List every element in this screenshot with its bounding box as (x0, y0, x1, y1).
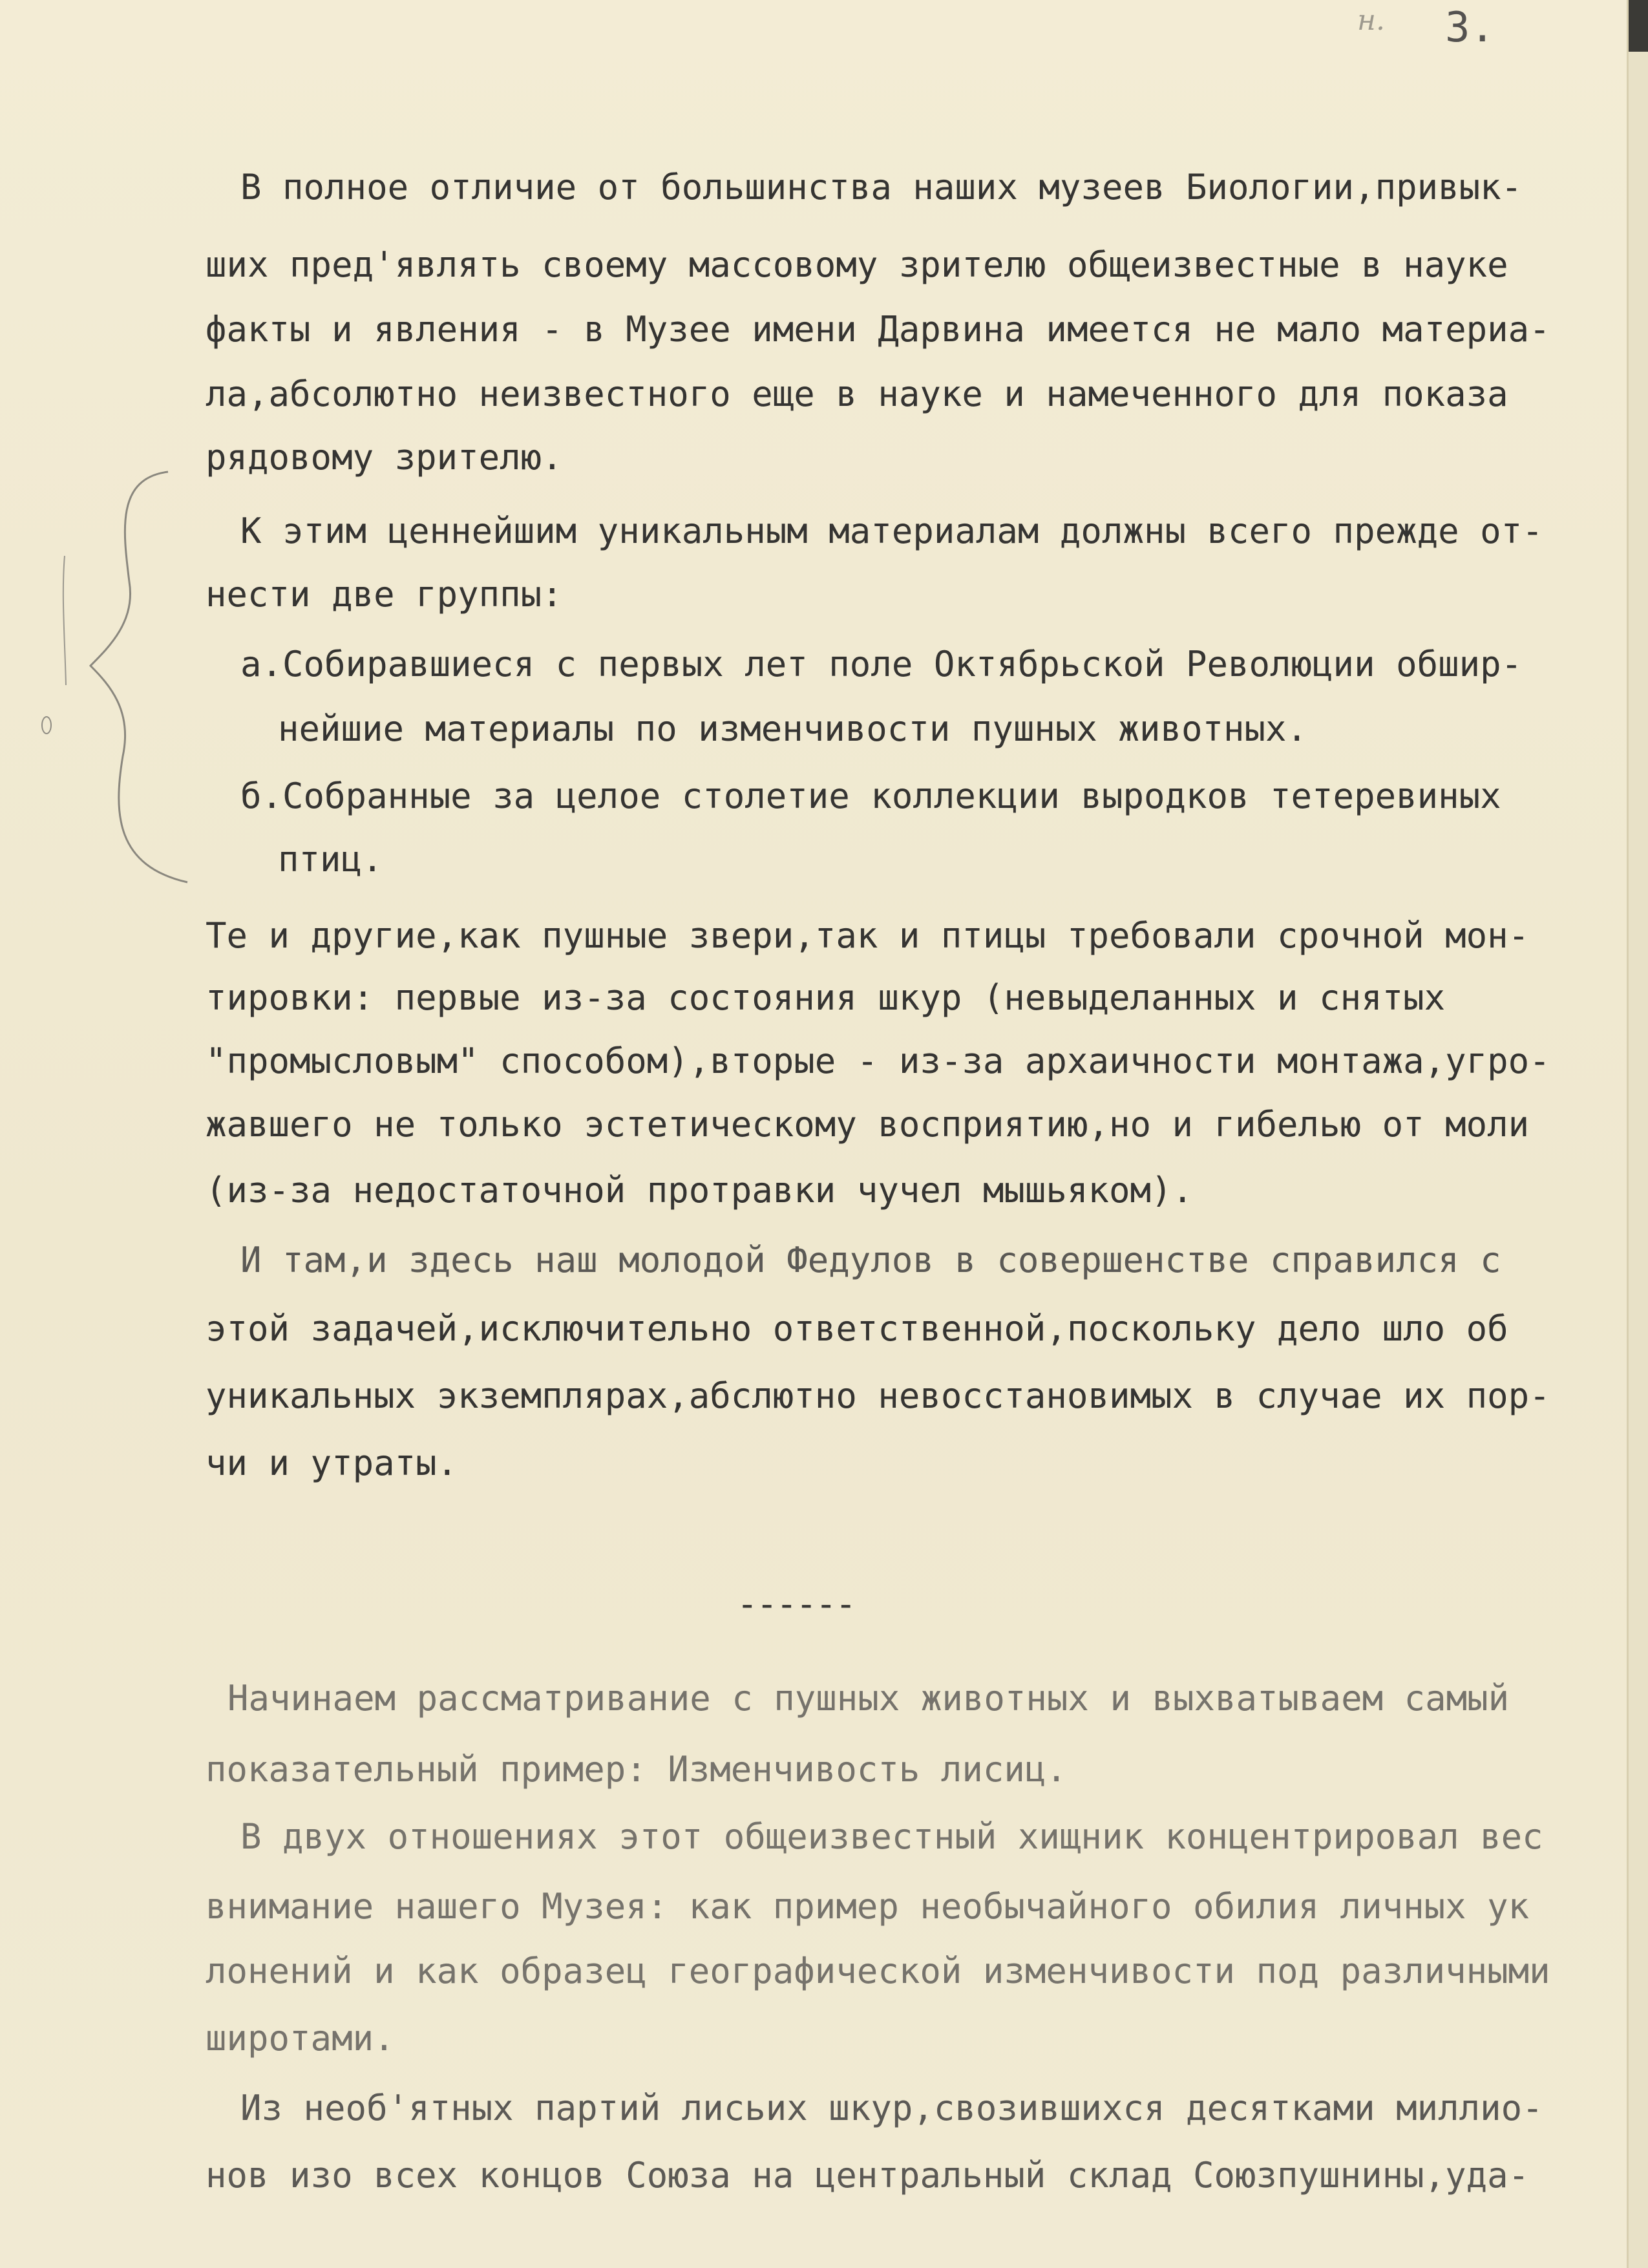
section-divider: ------ (737, 1584, 856, 1624)
text-line: этой задачей,исключительно ответственной,поскольку дело шло об (206, 1308, 1508, 1349)
text-line: тировки: первые из-за состояния шкур (невыделанных и снятых (206, 977, 1446, 1018)
text-line: широтами. (206, 2018, 395, 2059)
text-line: жавшего не только эстетическому восприятию,но и гибелью от моли (206, 1104, 1530, 1145)
text-line: В полное отличие от большинства наших музеев Биологии,привык- (240, 167, 1523, 207)
text-line: чи и утраты. (206, 1443, 458, 1483)
page-edge-strip (1627, 0, 1648, 2268)
text-line: нести две группы: (206, 574, 563, 615)
text-line: лонений и как образец географической изменчивости под различными (206, 1951, 1550, 1991)
list-item-b-line: б.Собранные за целое столетие коллекции выродков тетеревиных (240, 776, 1501, 816)
text-line: "промысловым" способом),вторые - из-за архаичности монтажа,угро- (206, 1041, 1550, 1081)
pencil-annotation: н. (1357, 4, 1385, 37)
text-line: (из-за недостаточной протравки чучел мышьяком). (206, 1170, 1194, 1211)
text-line: ших пред'являть своему массовому зрителю общеизвестные в науке (206, 244, 1508, 285)
page-number: 3. (1445, 4, 1495, 52)
text-line: уникальных экземплярах,абслютно невосстановимых в случае их пор- (206, 1375, 1550, 1416)
text-line: Начинаем рассматривание с пушных животных и выхватываем самый (227, 1678, 1510, 1719)
text-line: рядовому зрителю. (206, 437, 563, 478)
text-line: внимание нашего Музея: как пример необычайного обилия личных ук (206, 1886, 1530, 1927)
text-line: ла,абсолютно неизвестного еще в науке и намеченного для показа (206, 374, 1508, 414)
text-line: нов изо всех концов Союза на центральный склад Союзпушнины,уда- (206, 2155, 1530, 2196)
list-item-b-line: птиц. (278, 839, 383, 880)
list-item-a-line: а.Собиравшиеся с первых лет поле Октябрьской Революции обшир- (240, 644, 1523, 684)
margin-bracket-mark (26, 452, 194, 905)
text-line: И там,и здесь наш молодой Федулов в совершенстве справился с (240, 1240, 1501, 1280)
list-item-a-line: нейшие материалы по изменчивости пушных животных. (278, 708, 1308, 749)
text-line: показательный пример: Изменчивость лисиц. (206, 1749, 1067, 1790)
text-line: Те и другие,как пушные звери,так и птицы требовали срочной мон- (206, 915, 1530, 956)
text-line: факты и явления - в Музее имени Дарвина имеется не мало материа- (206, 309, 1550, 350)
text-line: К этим ценнейшим уникальным материалам должны всего прежде от- (240, 511, 1543, 551)
text-line: Из необ'ятных партий лисьих шкур,свозившихся десятками миллио- (240, 2088, 1543, 2128)
text-line: В двух отношениях этот общеизвестный хищник концентрировал вес (240, 1816, 1543, 1857)
page-corner-shadow (1629, 0, 1648, 52)
